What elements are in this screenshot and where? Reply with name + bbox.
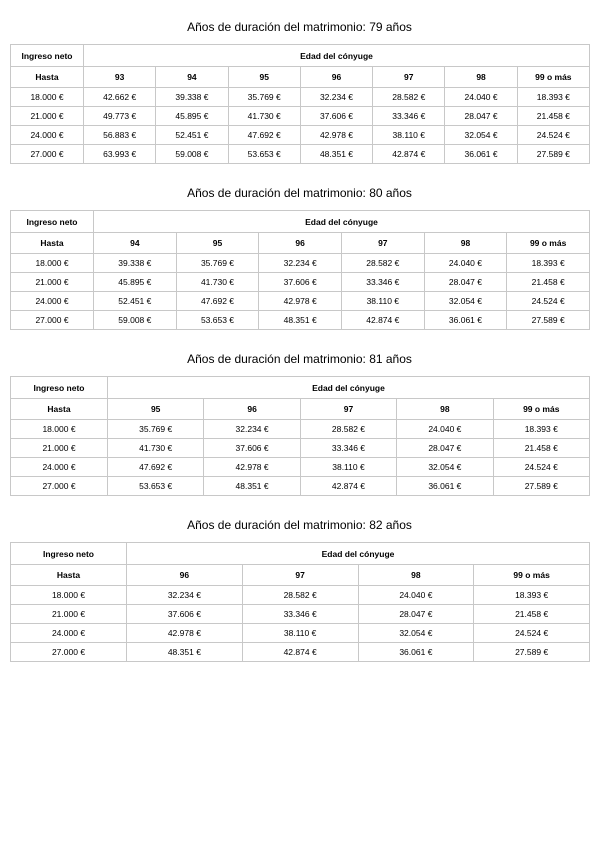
age-column-header: 95 [228,67,300,88]
income-cell: 18.000 € [11,254,94,273]
value-cell: 32.234 € [259,254,342,273]
table-title: Años de duración del matrimonio: 80 años [187,186,412,200]
value-cell: 45.895 € [94,273,177,292]
age-header: Edad del cónyuge [84,45,590,67]
income-header: Ingreso neto [11,377,108,399]
header-row [11,211,590,233]
age-column-header: 94 [156,67,228,88]
value-cell: 52.451 € [94,292,177,311]
value-cell: 27.589 € [517,145,589,164]
income-cell: 21.000 € [11,605,127,624]
age-column-header: 95 [176,233,259,254]
value-cell: 33.346 € [242,605,358,624]
value-cell: 42.978 € [127,624,243,643]
table-row [11,477,590,496]
age-column-header: 93 [84,67,156,88]
value-cell: 63.993 € [84,145,156,164]
value-cell: 41.730 € [108,439,204,458]
value-cell: 38.110 € [300,458,396,477]
income-cell: 27.000 € [11,311,94,330]
value-cell: 37.606 € [127,605,243,624]
value-cell: 18.393 € [474,586,590,605]
income-cell: 18.000 € [11,420,108,439]
value-cell: 24.524 € [493,458,589,477]
row-header: Hasta [11,399,108,420]
value-cell: 36.061 € [445,145,517,164]
value-cell: 33.346 € [373,107,445,126]
value-cell: 35.769 € [228,88,300,107]
age-column-header: 96 [259,233,342,254]
table-row [11,254,590,273]
income-cell: 21.000 € [11,439,108,458]
value-cell: 42.978 € [300,126,372,145]
value-cell: 18.393 € [507,254,590,273]
value-cell: 53.653 € [228,145,300,164]
table-row [11,292,590,311]
income-cell: 18.000 € [11,586,127,605]
row-header: Hasta [11,565,127,586]
value-cell: 24.524 € [507,292,590,311]
value-cell: 41.730 € [228,107,300,126]
value-cell: 38.110 € [373,126,445,145]
income-cell: 21.000 € [11,107,84,126]
value-cell: 32.054 € [445,126,517,145]
value-cell: 39.338 € [94,254,177,273]
value-cell: 24.040 € [424,254,507,273]
value-cell: 28.582 € [373,88,445,107]
income-cell: 24.000 € [11,292,94,311]
value-cell: 28.582 € [341,254,424,273]
value-cell: 28.047 € [424,273,507,292]
value-cell: 24.040 € [445,88,517,107]
value-cell: 28.047 € [445,107,517,126]
value-cell: 47.692 € [108,458,204,477]
row-header: Hasta [11,67,84,88]
value-cell: 38.110 € [242,624,358,643]
value-cell: 36.061 € [358,643,474,662]
age-column-header: 98 [397,399,493,420]
age-column-header: 99 o más [507,233,590,254]
value-cell: 48.351 € [127,643,243,662]
value-cell: 53.653 € [176,311,259,330]
age-header: Edad del cónyuge [108,377,590,399]
value-cell: 27.589 € [507,311,590,330]
table-row [11,439,590,458]
value-cell: 32.054 € [424,292,507,311]
income-cell: 27.000 € [11,477,108,496]
value-cell: 42.874 € [341,311,424,330]
value-cell: 35.769 € [176,254,259,273]
age-column-header: 99 o más [474,565,590,586]
value-cell: 42.874 € [242,643,358,662]
value-cell: 32.234 € [300,88,372,107]
value-cell: 41.730 € [176,273,259,292]
age-column-header: 97 [300,399,396,420]
value-cell: 42.662 € [84,88,156,107]
age-column-header: 97 [242,565,358,586]
table-row [11,624,590,643]
data-table [10,44,590,164]
age-column-header: 98 [358,565,474,586]
table-title: Años de duración del matrimonio: 81 años [187,352,412,366]
value-cell: 28.047 € [397,439,493,458]
income-cell: 24.000 € [11,624,127,643]
age-header: Edad del cónyuge [127,543,590,565]
age-column-header: 97 [373,67,445,88]
value-cell: 39.338 € [156,88,228,107]
age-column-header: 96 [300,67,372,88]
value-cell: 32.054 € [397,458,493,477]
value-cell: 21.458 € [493,439,589,458]
column-header-row [11,67,590,88]
value-cell: 21.458 € [474,605,590,624]
income-cell: 24.000 € [11,126,84,145]
value-cell: 21.458 € [507,273,590,292]
table-row [11,145,590,164]
value-cell: 18.393 € [517,88,589,107]
income-cell: 21.000 € [11,273,94,292]
value-cell: 37.606 € [300,107,372,126]
value-cell: 35.769 € [108,420,204,439]
age-header: Edad del cónyuge [94,211,590,233]
value-cell: 42.874 € [373,145,445,164]
value-cell: 27.589 € [474,643,590,662]
table-title: Años de duración del matrimonio: 79 años [187,20,412,34]
column-header-row [11,233,590,254]
value-cell: 27.589 € [493,477,589,496]
value-cell: 59.008 € [156,145,228,164]
income-cell: 18.000 € [11,88,84,107]
column-header-row [11,399,590,420]
value-cell: 45.895 € [156,107,228,126]
value-cell: 52.451 € [156,126,228,145]
table-row [11,643,590,662]
value-cell: 24.040 € [358,586,474,605]
value-cell: 28.582 € [300,420,396,439]
value-cell: 48.351 € [259,311,342,330]
table-row [11,458,590,477]
value-cell: 32.234 € [204,420,300,439]
age-column-header: 94 [94,233,177,254]
value-cell: 42.978 € [204,458,300,477]
age-column-header: 98 [424,233,507,254]
age-column-header: 99 o más [517,67,589,88]
value-cell: 32.234 € [127,586,243,605]
income-header: Ingreso neto [11,45,84,67]
column-header-row [11,565,590,586]
value-cell: 24.524 € [517,126,589,145]
value-cell: 28.582 € [242,586,358,605]
value-cell: 42.978 € [259,292,342,311]
value-cell: 18.393 € [493,420,589,439]
value-cell: 47.692 € [176,292,259,311]
value-cell: 49.773 € [84,107,156,126]
table-row [11,126,590,145]
value-cell: 47.692 € [228,126,300,145]
table-row [11,88,590,107]
income-cell: 24.000 € [11,458,108,477]
income-header: Ingreso neto [11,211,94,233]
table-row [11,311,590,330]
income-cell: 27.000 € [11,145,84,164]
table-title: Años de duración del matrimonio: 82 años [187,518,412,532]
age-column-header: 97 [341,233,424,254]
table-row [11,605,590,624]
header-row [11,377,590,399]
value-cell: 36.061 € [397,477,493,496]
value-cell: 24.524 € [474,624,590,643]
data-table [10,542,590,662]
value-cell: 53.653 € [108,477,204,496]
data-table [10,376,590,496]
value-cell: 38.110 € [341,292,424,311]
income-header: Ingreso neto [11,543,127,565]
value-cell: 48.351 € [300,145,372,164]
value-cell: 59.008 € [94,311,177,330]
value-cell: 56.883 € [84,126,156,145]
value-cell: 37.606 € [259,273,342,292]
value-cell: 36.061 € [424,311,507,330]
value-cell: 24.040 € [397,420,493,439]
data-table [10,210,590,330]
table-row [11,586,590,605]
value-cell: 37.606 € [204,439,300,458]
age-column-header: 96 [204,399,300,420]
value-cell: 21.458 € [517,107,589,126]
income-cell: 27.000 € [11,643,127,662]
value-cell: 42.874 € [300,477,396,496]
table-row [11,107,590,126]
age-column-header: 98 [445,67,517,88]
value-cell: 33.346 € [341,273,424,292]
age-column-header: 99 o más [493,399,589,420]
header-row [11,45,590,67]
age-column-header: 95 [108,399,204,420]
header-row [11,543,590,565]
row-header: Hasta [11,233,94,254]
value-cell: 28.047 € [358,605,474,624]
table-row [11,273,590,292]
age-column-header: 96 [127,565,243,586]
value-cell: 32.054 € [358,624,474,643]
table-row [11,420,590,439]
value-cell: 33.346 € [300,439,396,458]
value-cell: 48.351 € [204,477,300,496]
